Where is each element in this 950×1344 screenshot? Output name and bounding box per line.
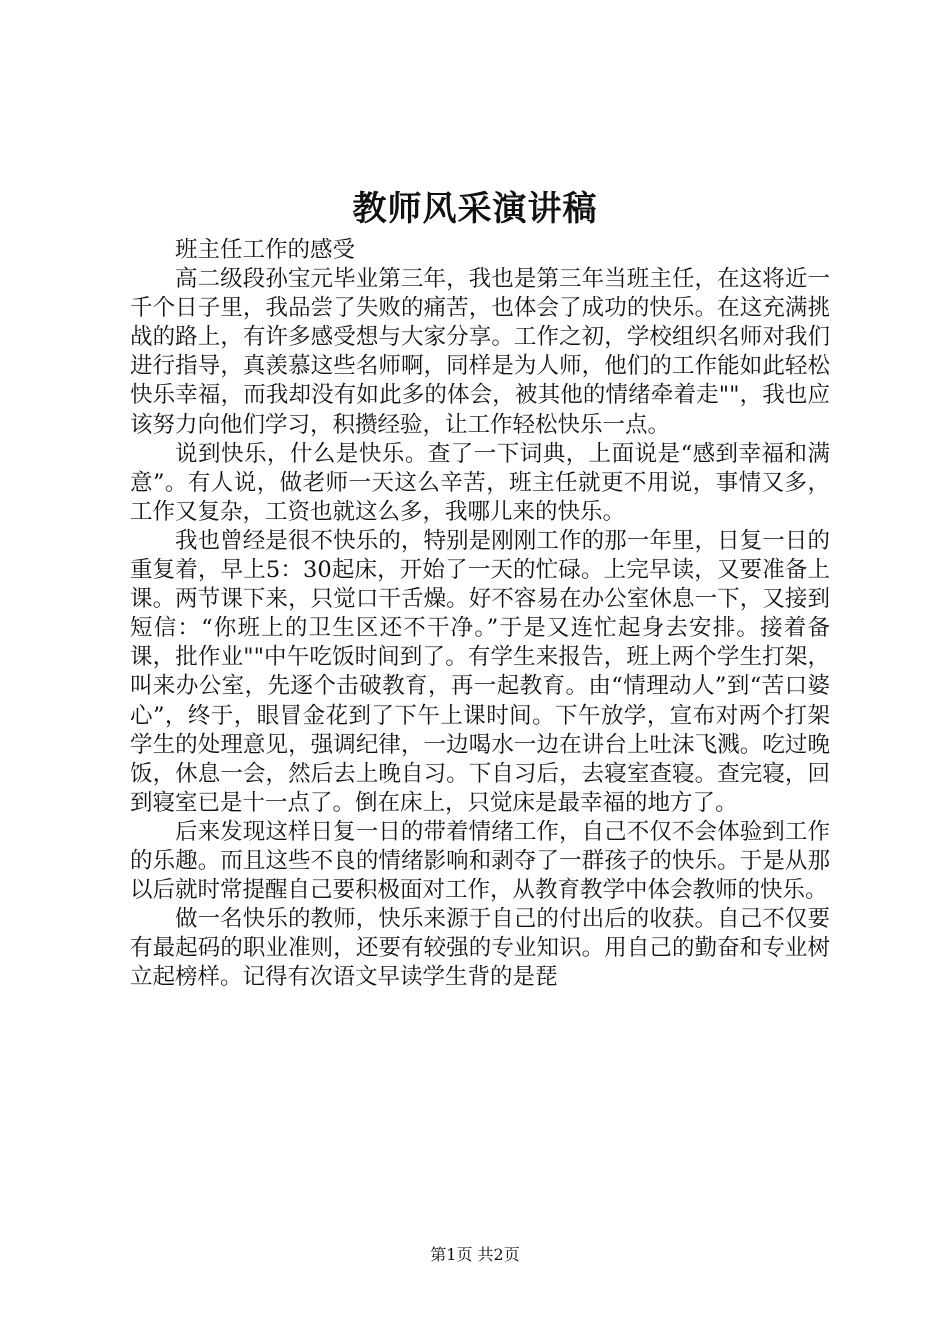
paragraph: 做一名快乐的教师，快乐来源于自己的付出后的收获。自己不仅要有最起码的职业准则，还要有较强的专业知识。用自己的勤奋和专业树立起榜样。记得有次语文早读学生背的是琵: [130, 906, 830, 991]
paragraph: 说到快乐，什么是快乐。查了一下词典，上面说是“感到幸福和满意”。有人说，做老师一天这么辛苦，班主任就更不用说，事情又多，工作又复杂，工资也就这么多，我哪儿来的快乐。: [130, 440, 830, 525]
paragraph: 后来发现这样日复一日的带着情绪工作，自己不仅不会体验到工作的乐趣。而且这些不良的情绪影响和剥夺了一群孩子的快乐。于是从那以后就时常提醒自己要积极面对工作，从教育教学中体会教师的快乐。: [130, 818, 830, 904]
document-body: [130, 236, 830, 992]
paragraph: 高二级段孙宝元毕业第三年，我也是第三年当班主任，在这将近一千个日子里，我品尝了失败的痛苦，也体会了成功的快乐。在这充满挑战的路上，有许多感受想与大家分享。工作之初，学校组织名师对我们进行指导，真羡慕这些名师啊，同样是为人师，他们的工作能如此轻松快乐幸福，而我却没有如此多的体会，被其他的情绪牵着走""，我也应该努力向他们学习，积攒经验，让工作轻松快乐一点。: [130, 266, 830, 438]
paragraph: 我也曾经是很不快乐的，特别是刚刚工作的那一年里，日复一日的重复着，早上5：30起床，开始了一天的忙碌。上完早读，又要准备上课。两节课下来，只觉口干舌燥。好不容易在办公室休息一下，又接到短信：“你班上的卫生区还不干净。”于是又连忙起身去安排。接着备课，批作业""中午吃饭时间到了。有学生来报告，班上两个学生打架，叫来办公室，先逐个击破教育，再一起教育。由“情理动人”到“苦口婆心”，终于，眼冒金花到了下午上课时间。下午放学，宣布对两个打架学生的处理意见，强调纪律，一边喝水一边在讲台上吐沫飞溅。吃过晚饭，休息一会，然后去上晚自习。下自习后，去寝室查寝。查完寝，回到寝室已是十一点了。倒在床上，只觉床是最幸福的地方了。: [130, 527, 830, 816]
document-title: 教师风采演讲稿: [352, 189, 598, 229]
section-heading: 班主任工作的感受: [175, 237, 356, 263]
page-number-footer: 第1页 共2页: [430, 1245, 520, 1264]
